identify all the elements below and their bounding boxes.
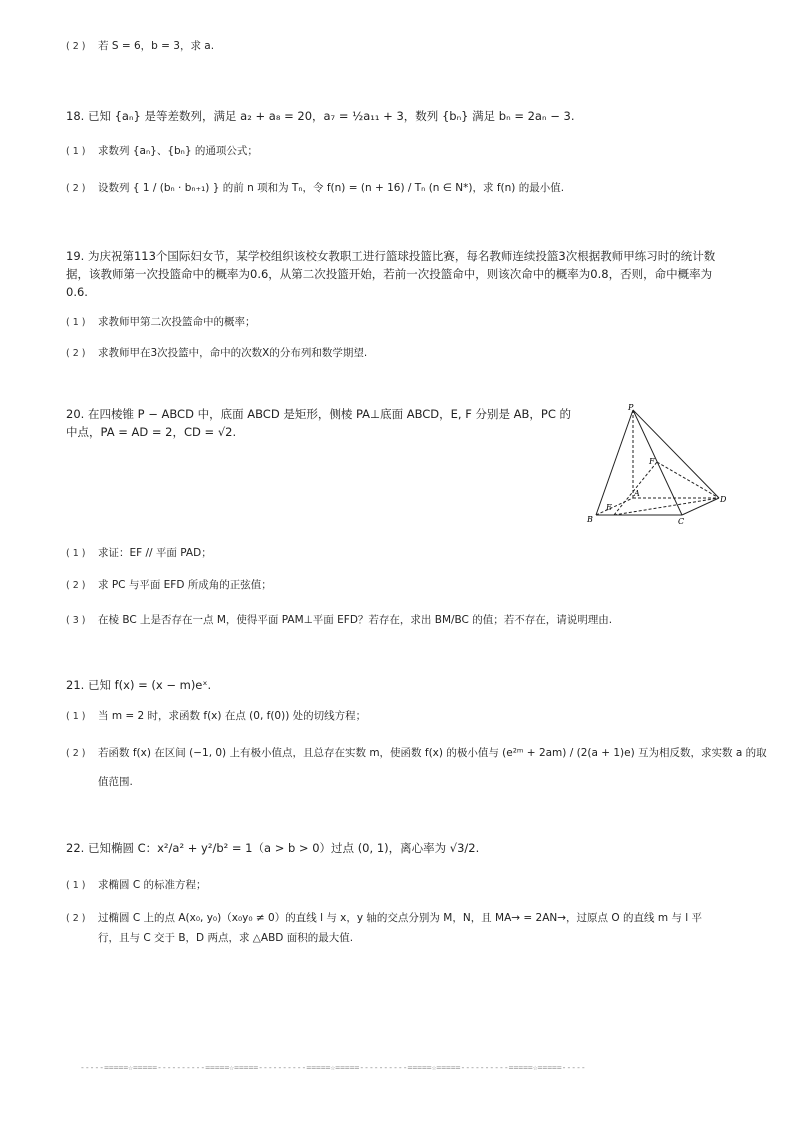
part-index: ( 2 ) <box>66 913 86 924</box>
part-text: 设数列 { 1 / (bₙ · bₙ₊₁) } 的前 n 项和为 Tₙ，令 f(n) = (n + 16) / Tₙ (n ∈ N*)，求 f(n) 的最小值. <box>98 182 565 194</box>
part-text: 求 PC 与平面 EFD 所成角的正弦值； <box>98 579 272 591</box>
q19-title-line1: 19. 为庆祝第113个国际妇女节，某学校组织该校女教职工进行篮球投篮比赛，每名教师连续投篮3次根据教师甲练习时的统计数 <box>66 249 716 263</box>
label-a: A <box>634 489 640 498</box>
q18-part1 <box>66 143 258 160</box>
part-index: ( 3 ) <box>66 615 86 626</box>
q22-part2-line2: 行，且与 C 交于 B，D 两点，求 △ABD 面积的最大值. <box>98 932 354 944</box>
q19-part2 <box>66 345 367 362</box>
part-index: ( 2 ) <box>66 348 86 359</box>
part-text: 求教师甲在3次投篮中，命中的次数X的分布列和数学期望. <box>98 347 368 359</box>
label-b: B <box>587 515 593 524</box>
q21-part2-line2: 值范围. <box>98 776 133 788</box>
q20-part3 <box>66 612 612 629</box>
label-f: F <box>649 457 655 466</box>
q20-part2 <box>66 577 272 594</box>
part-text-line1: 若函数 f(x) 在区间 (−1, 0) 上有极小值点，且总存在实数 m，使函数 f(x) 的极小值与 (e²ᵐ + 2am) / (2(a + 1)e) 互为相反数，求实数 a 的取 <box>98 747 767 759</box>
part-text: 当 m = 2 时，求函数 f(x) 在点 (0, f(0)) 处的切线方程； <box>98 710 367 722</box>
q17-part2 <box>66 38 214 55</box>
pyramid-figure <box>586 402 732 530</box>
label-c: C <box>678 517 685 526</box>
q21-part2 <box>66 745 767 762</box>
part-text: 若 S = 6，b = 3，求 a. <box>98 40 215 52</box>
part-index: ( 2 ) <box>66 580 86 591</box>
label-d: D <box>720 495 727 504</box>
part-index: ( 2 ) <box>66 183 86 194</box>
part-text: 在棱 BC 上是否存在一点 M，使得平面 PAM⊥平面 EFD？若存在，求出 BM/BC 的值；若不存在，请说明理由. <box>98 614 613 626</box>
q19-title-line3: 0.6. <box>66 285 88 299</box>
part-index: ( 1 ) <box>66 880 86 891</box>
q20-title-line1: 20. 在四棱锥 P − ABCD 中，底面 ABCD 是矩形，侧棱 PA⊥底面 ABCD，E, F 分别是 AB，PC 的 <box>66 407 572 421</box>
q20-part1 <box>66 545 212 562</box>
q21-part1 <box>66 708 366 725</box>
label-p: P <box>628 403 634 412</box>
part-index: ( 1 ) <box>66 711 86 722</box>
q19-title-line2: 据，该教师第一次投篮命中的概率为0.6，从第二次投篮开始，若前一次投篮命中，则该次命中的概率为0.8，否则，命中概率为 <box>66 267 713 281</box>
part-text: 求数列 {aₙ}、{bₙ} 的通项公式； <box>98 145 258 157</box>
part-text: 求椭圆 C 的标准方程； <box>98 879 207 891</box>
part-index: ( 2 ) <box>66 41 86 52</box>
q22-part2 <box>66 910 702 927</box>
part-index: ( 1 ) <box>66 317 86 328</box>
part-text-line1: 过椭圆 C 上的点 A(x₀, y₀)（x₀y₀ ≠ 0）的直线 l 与 x，y 轴的交点分别为 M，N，且 MA→ = 2AN→，过原点 O 的直线 m 与 l 平 <box>98 912 702 924</box>
label-e: E <box>606 503 612 512</box>
part-text: 求证：EF // 平面 PAD； <box>98 547 212 559</box>
q21-title: 21. 已知 f(x) = (x − m)eˣ. <box>66 678 212 692</box>
part-text: 求教师甲第二次投篮命中的概率； <box>98 316 256 328</box>
q19-part1 <box>66 314 256 331</box>
q18-part2 <box>66 180 564 197</box>
part-index: ( 2 ) <box>66 748 86 759</box>
part-index: ( 1 ) <box>66 548 86 559</box>
q22-part1 <box>66 877 207 894</box>
part-index: ( 1 ) <box>66 146 86 157</box>
q22-title: 22. 已知椭圆 C：x²/a² + y²/b² = 1（a > b > 0）过点 (0, 1)，离心率为 √3/2. <box>66 841 480 855</box>
q18-title: 18. 已知 {aₙ} 是等差数列，满足 a₂ + a₈ = 20，a₇ = ½a₁₁ + 3，数列 {bₙ} 满足 bₙ = 2aₙ − 3. <box>66 109 575 123</box>
footer-divider: -----=====☆=====----------=====☆=====----------=====☆=====----------=====☆=====----------=====☆=====----- <box>80 1063 586 1072</box>
q20-title-line2: 中点，PA = AD = 2，CD = √2. <box>66 425 237 439</box>
